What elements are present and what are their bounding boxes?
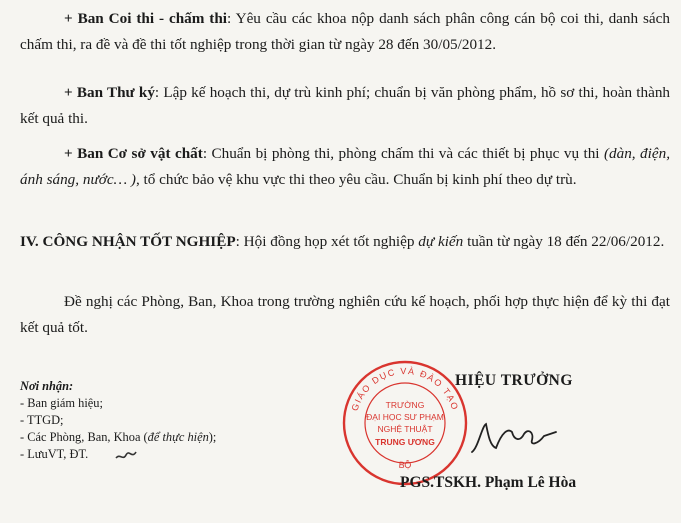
- paragraph-ban-thu-ky: [20, 80, 670, 132]
- svg-text:ĐẠI HỌC SƯ PHẠM: ĐẠI HỌC SƯ PHẠM: [366, 412, 444, 422]
- recipients-heading: Nơi nhận:: [20, 379, 74, 393]
- paragraph-label: + Ban Thư ký: [64, 84, 155, 101]
- section-iv-cong-nhan-tot-nghiep: [20, 229, 670, 255]
- paragraph-text: : Lập kế hoạch thi, dự trù kinh phí; chuẩn bị văn phòng phẩm, hồ sơ thi, hoàn thành kết quả thi.: [20, 84, 671, 127]
- paragraph-text: , tổ chức bảo vệ khu vực thi theo yêu cầu. Chuẩn bị kinh phí theo dự trù.: [135, 171, 577, 188]
- paragraph-closing: Đề nghị các Phòng, Ban, Khoa trong trường nghiên cứu kế hoạch, phối hợp thực hiện để kỳ thi đạt kết quả tốt.: [20, 293, 670, 336]
- recipient-item: - LưuVT, ĐT.: [20, 447, 89, 461]
- svg-text:TRUNG ƯƠNG: TRUNG ƯƠNG: [375, 437, 435, 447]
- signer-name: PGS.TSKH. Phạm Lê Hòa: [400, 474, 577, 491]
- paragraph-text: : Hội đồng họp xét tốt nghiệp: [235, 233, 419, 250]
- handwritten-signature: [468, 418, 560, 458]
- svg-text:NGHỆ THUẬT: NGHỆ THUẬT: [377, 424, 433, 434]
- paragraph-text: tuần từ ngày 18 đến 22/06/2012.: [463, 233, 665, 250]
- signature-title: HIỆU TRƯỞNG: [455, 372, 573, 389]
- paragraph-ban-co-so-vat-chat: [20, 141, 670, 193]
- paragraph-label: + Ban Cơ sở vật chất: [64, 145, 203, 162]
- initial-mark: [114, 449, 138, 463]
- paragraph-text: : Yêu cầu các khoa nộp danh sách phân công cán bộ coi thi, danh sách chấm thi, ra đề và đề thi tốt nghiệp trong thời gian từ ngày 28 đến 30/05/2012.: [20, 10, 670, 53]
- paragraph-ban-coi-thi: [20, 6, 670, 58]
- svg-text:GIÁO DỤC VÀ ĐÀO TẠO: GIÁO DỤC VÀ ĐÀO TẠO: [349, 365, 461, 413]
- svg-text:TRƯỜNG: TRƯỜNG: [385, 400, 425, 410]
- paragraph-italic: dự kiến: [418, 233, 464, 250]
- recipient-item: - Ban giám hiệu;: [20, 396, 103, 410]
- paragraph-text: : Chuẩn bị phòng thi, phòng chấm thi và các thiết bị phục vụ thi: [202, 145, 604, 162]
- recipient-item: - Các Phòng, Ban, Khoa (để thực hiện);: [20, 430, 217, 444]
- svg-text:BỘ: BỘ: [398, 459, 412, 471]
- recipient-item: - TTGD;: [20, 413, 64, 427]
- recipients-block: [20, 378, 280, 463]
- section-heading: IV. CÔNG NHẬN TỐT NGHIỆP: [20, 233, 236, 250]
- paragraph-label: + Ban Coi thi - chấm thi: [64, 10, 228, 27]
- paragraph-italic: (dàn, điện, ánh sáng, nước… ): [20, 145, 670, 188]
- official-seal: [340, 358, 470, 488]
